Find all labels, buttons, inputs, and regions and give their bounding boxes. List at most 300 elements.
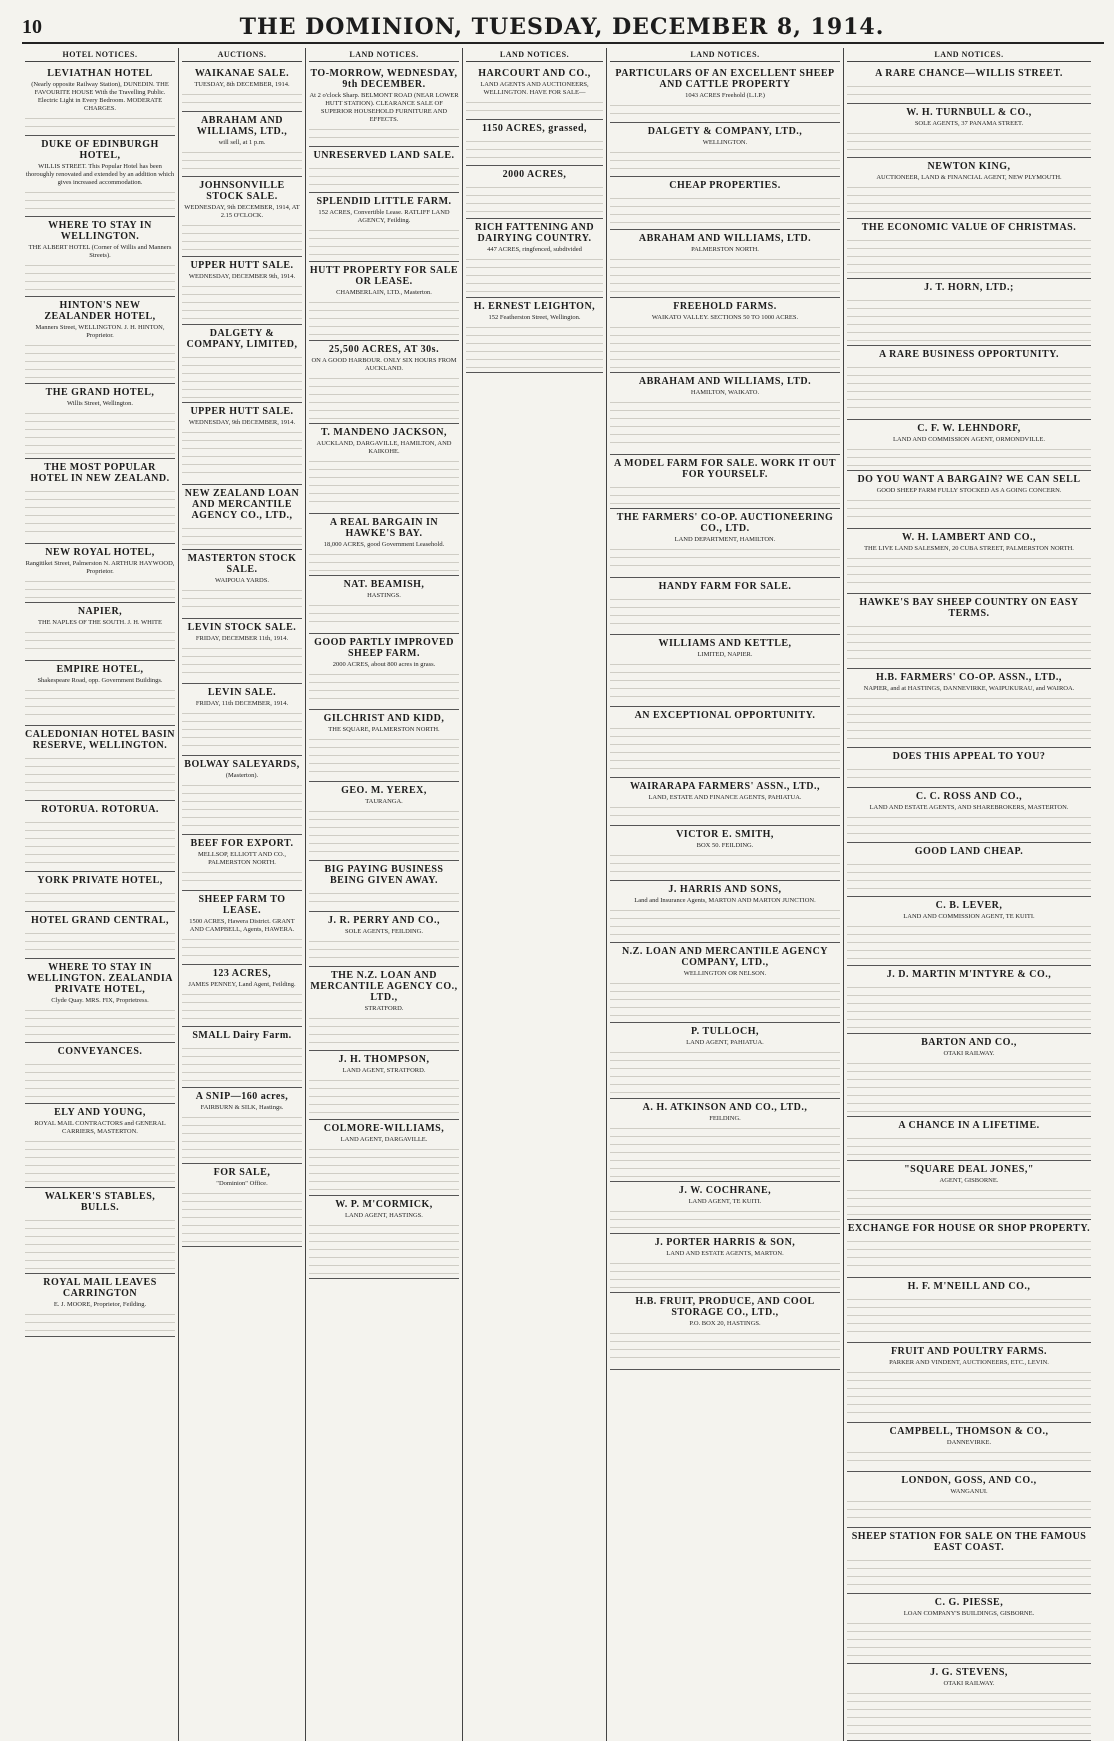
ad-title: A REAL BARGAIN IN HAWKE'S BAY. [329, 517, 439, 539]
ad-title: RICH FATTENING AND DAIRYING COUNTRY. [474, 222, 595, 244]
ad-title: A SNIP—160 acres, [195, 1091, 289, 1102]
column [22, 48, 179, 1741]
ad-body: HASTINGS. [367, 592, 401, 599]
ad-title: COLMORE-WILLIAMS, [323, 1123, 445, 1134]
ad-fine-print [847, 1688, 1091, 1736]
advertisement [25, 459, 175, 544]
ad-fine-print [847, 1185, 1091, 1215]
ad-body: LAND AND ESTATE AGENTS, AND SHAREBROKERS, MASTERTON. [869, 804, 1069, 811]
advertisement [847, 788, 1091, 843]
advertisement [610, 1182, 840, 1234]
advertisement [847, 1278, 1091, 1343]
column-header: LAND NOTICES. [610, 48, 840, 62]
advertisement [847, 1161, 1091, 1220]
ad-fine-print [847, 621, 1091, 664]
ad-fine-print [610, 850, 840, 876]
ad-title: BEEF FOR EXPORT. [190, 838, 294, 849]
ad-body: 1043 ACRES Freehold (L.I.P.) [685, 92, 765, 99]
advertisement [309, 634, 459, 710]
ad-fine-print [847, 764, 1091, 783]
ad-title: AN EXCEPTIONAL OPPORTUNITY. [634, 710, 816, 721]
column [463, 48, 607, 1741]
ad-fine-print [25, 408, 175, 454]
advertisement [309, 782, 459, 861]
advertisement [610, 373, 840, 455]
ad-body: AGENT, GISBORNE. [939, 1177, 999, 1184]
ad-title: P. TULLOCH, [690, 1026, 760, 1037]
advertisement [610, 881, 840, 943]
ad-title: LEVIN STOCK SALE. [187, 622, 297, 633]
ad-body: CHAMBERLAIN, LTD., Masterton. [336, 289, 432, 296]
ad-fine-print [182, 427, 302, 480]
ad-body: 447 ACRES, ringfenced, subdivided [487, 246, 582, 253]
ad-body: OTAKI RAILWAY. [943, 1050, 995, 1057]
ad-title: NEWTON KING, [927, 161, 1011, 172]
advertisement [847, 843, 1091, 897]
ad-fine-print [182, 1112, 302, 1159]
advertisement [610, 230, 840, 298]
ad-title: GOOD LAND CHEAP. [914, 846, 1024, 857]
ad-title: C. G. PIESSE, [934, 1597, 1004, 1608]
ad-title: WAIRARAPA FARMERS' ASSN., LTD., [629, 781, 821, 792]
ad-fine-print [25, 817, 175, 867]
columns [22, 48, 1104, 1687]
ad-title: H.B. FARMERS' CO-OP. ASSN., LTD., [876, 672, 1062, 683]
advertisement [466, 219, 603, 298]
ad-fine-print [847, 859, 1091, 892]
ad-title: HUTT PROPERTY FOR SALE OR LEASE. [309, 265, 459, 287]
ad-fine-print [610, 147, 840, 172]
ad-fine-print [25, 1309, 175, 1332]
ad-fine-print [182, 643, 302, 679]
ad-title: J. HARRIS AND SONS, [668, 884, 782, 895]
ad-fine-print [25, 260, 175, 292]
ad-title: DOES THIS APPEAL TO YOU? [892, 751, 1046, 762]
ad-fine-print [309, 549, 459, 571]
advertisement [309, 967, 459, 1051]
column-header: LAND NOTICES. [847, 48, 1091, 62]
ad-title: UPPER HUTT SALE. [190, 406, 294, 417]
ad-body: SOLE AGENTS, 37 PANAMA STREET. [914, 120, 1024, 127]
ad-fine-print [182, 989, 302, 1022]
ad-title: W. P. M'CORMICK, [335, 1199, 433, 1210]
column-header: HOTEL NOTICES. [25, 48, 175, 62]
ad-body: LAND AGENT, HASTINGS. [345, 1212, 423, 1219]
ad-body: Shakespeare Road, opp. Government Buildings. [37, 677, 163, 684]
ad-title: LEVIATHAN HOTEL [47, 68, 153, 79]
ad-fine-print [847, 1555, 1091, 1589]
ad-body: WELLINGTON. [702, 139, 748, 146]
ad-fine-print [847, 1133, 1091, 1156]
ad-fine-print [182, 708, 302, 751]
ad-body: Clyde Quay. MRS. FIX, Proprietress. [51, 997, 149, 1004]
advertisement [610, 778, 840, 826]
ad-body: THE NAPLES OF THE SOUTH. J. H. WHITE [38, 619, 162, 626]
ad-body: WAIKATO VALLEY. SECTIONS 50 TO 1000 ACRES. [651, 314, 799, 321]
ad-fine-print [847, 81, 1091, 99]
ad-body: LAND AGENT, TE KUITI. [688, 1198, 762, 1205]
ad-fine-print [847, 812, 1091, 838]
ad-fine-print [610, 100, 840, 118]
ad-fine-print [25, 113, 175, 131]
ad-title: LEVIN SALE. [207, 687, 277, 698]
advertisement [25, 912, 175, 959]
ad-title: WALKER'S STABLES, BULLS. [44, 1191, 156, 1213]
advertisement [309, 576, 459, 634]
advertisement [182, 65, 302, 112]
ad-body: AUCKLAND, DARGAVILLE, HAMILTON, AND KAIKOHE. [316, 440, 452, 455]
page-title: THE DOMINION, TUESDAY, DECEMBER 8, 1914. [239, 14, 885, 40]
ad-fine-print [847, 295, 1091, 341]
ad-body: WANGANUI. [950, 1488, 988, 1495]
advertisement [25, 959, 175, 1043]
advertisement [309, 65, 459, 147]
ad-body: OTAKI RAILWAY. [943, 1680, 995, 1687]
ad-body: 1500 ACRES, Hawera District. GRANT AND CAMPBELL, Agents, HAWERA. [189, 918, 295, 933]
ad-fine-print [309, 600, 459, 629]
ad-body: TAURANGA. [365, 798, 403, 805]
ad-body: (Masterton). [225, 772, 259, 779]
advertisement [610, 578, 840, 635]
ad-body: MELLSOP, ELLIOTT AND CO., PALMERSTON NORTH. [198, 851, 286, 866]
advertisement [182, 965, 302, 1027]
advertisement [847, 1117, 1091, 1161]
advertisement [182, 835, 302, 891]
ad-fine-print [25, 685, 175, 721]
ad-title: CONVEYANCES. [57, 1046, 143, 1057]
ad-fine-print [309, 669, 459, 705]
ad-title: BIG PAYING BUSINESS BEING GIVEN AWAY. [324, 864, 444, 886]
ad-fine-print [309, 163, 459, 188]
ad-fine-print [610, 594, 840, 630]
ad-fine-print [182, 1188, 302, 1242]
ad-title: EMPIRE HOTEL, [56, 664, 144, 675]
ad-title: HOTEL GRAND CENTRAL, [30, 915, 170, 926]
advertisement [182, 1027, 302, 1088]
ad-title: FRUIT AND POULTRY FARMS. [890, 1346, 1048, 1357]
ad-fine-print [847, 444, 1091, 466]
advertisement [25, 603, 175, 661]
ad-title: THE MOST POPULAR HOTEL IN NEW ZEALAND. [30, 462, 170, 484]
advertisement [182, 1164, 302, 1247]
advertisement [182, 756, 302, 835]
ad-fine-print [25, 627, 175, 656]
advertisement [182, 1088, 302, 1164]
ad-fine-print [610, 1047, 840, 1094]
advertisement [25, 1043, 175, 1104]
ad-title: PARTICULARS OF AN EXCELLENT SHEEP AND CATTLE PROPERTY [615, 68, 835, 90]
advertisement [610, 943, 840, 1023]
ad-fine-print [610, 254, 840, 293]
ad-title: C. B. LEVER, [935, 900, 1003, 911]
ad-body: DANNEVIRKE. [946, 1439, 992, 1446]
ad-fine-print [309, 936, 459, 962]
ad-fine-print [610, 659, 840, 702]
advertisement [182, 112, 302, 177]
ad-title: CAMPBELL, THOMSON & CO., [889, 1426, 1049, 1437]
advertisement [847, 1034, 1091, 1117]
ad-title: N.Z. LOAN AND MERCANTILE AGENCY COMPANY, LTD., [621, 946, 829, 968]
advertisement [847, 1664, 1091, 1741]
advertisement [847, 669, 1091, 748]
ad-title: GOOD PARTLY IMPROVED SHEEP FARM. [314, 637, 454, 659]
ad-title: ABRAHAM AND WILLIAMS, LTD. [638, 376, 812, 387]
ad-body: WEDNESDAY, 9th DECEMBER, 1914. [188, 419, 296, 426]
ad-body: "Dominion" Office. [216, 1180, 268, 1187]
ad-body: LAND AGENT, PAHIATUA. [686, 1039, 764, 1046]
ad-title: VICTOR E. SMITH, [676, 829, 774, 840]
ad-fine-print [466, 254, 603, 293]
ad-body: 18,000 ACRES, good Government Leasehold. [323, 541, 445, 548]
ad-fine-print [182, 220, 302, 252]
ad-body: PALMERSTON NORTH. [691, 246, 759, 253]
ad-fine-print [309, 1144, 459, 1191]
ad-title: BARTON AND CO., [921, 1037, 1017, 1048]
advertisement [610, 509, 840, 578]
ad-fine-print [847, 982, 1091, 1029]
advertisement [182, 550, 302, 619]
advertisement [309, 861, 459, 912]
ad-body: AUCTIONEER, LAND & FINANCIAL AGENT, NEW PLYMOUTH. [876, 174, 1062, 181]
ad-body: Willis Street, Wellington. [67, 400, 133, 407]
column [607, 48, 844, 1741]
ad-fine-print [309, 124, 459, 142]
ad-title: "SQUARE DEAL JONES," [904, 1164, 1034, 1175]
ad-title: H. F. M'NEILL AND CO., [907, 1281, 1031, 1292]
ad-body: WELLINGTON OR NELSON. [683, 970, 767, 977]
ad-fine-print [466, 182, 603, 214]
ad-title: 1150 ACRES, grassed, [481, 123, 587, 134]
advertisement [610, 635, 840, 707]
ad-body: Manners Street, WELLINGTON. J. H. HINTON, Proprietor. [35, 324, 165, 339]
column-header: AUCTIONS. [182, 48, 302, 62]
ad-title: J. H. THOMPSON, [338, 1054, 430, 1065]
advertisement [182, 891, 302, 965]
ad-fine-print [25, 1136, 175, 1183]
advertisement [25, 726, 175, 801]
ad-body: FRIDAY, DECEMBER 11th, 1914. [195, 635, 289, 642]
ad-fine-print [610, 1123, 840, 1177]
ad-body: LAND AND COMMISSION AGENT, ORMONDVILLE. [893, 436, 1045, 443]
advertisement [847, 1472, 1091, 1528]
ad-fine-print [25, 340, 175, 379]
ad-title: EXCHANGE FOR HOUSE OR SHOP PROPERTY. [847, 1223, 1091, 1234]
ad-fine-print [25, 928, 175, 954]
ad-fine-print [466, 97, 603, 115]
ad-title: MASTERTON STOCK SALE. [187, 553, 297, 575]
ad-title: THE N.Z. LOAN AND MERCANTILE AGENCY CO., LTD., [310, 970, 458, 1003]
advertisement [182, 619, 302, 684]
ad-body: 2000 ACRES, about 800 acres in grass. [332, 661, 436, 668]
ad-fine-print [25, 888, 175, 907]
ad-body: LIMITED, NAPIER. [697, 651, 753, 658]
ad-fine-print [610, 978, 840, 1018]
ad-title: 25,500 ACRES, AT 30s. [328, 344, 440, 355]
ad-title: ABRAHAM AND WILLIAMS, LTD. [638, 233, 812, 244]
ad-fine-print [610, 1206, 840, 1229]
advertisement [25, 1104, 175, 1188]
ad-fine-print [847, 495, 1091, 524]
advertisement [610, 65, 840, 123]
advertisement [847, 1594, 1091, 1664]
ad-fine-print [847, 1058, 1091, 1112]
ad-title: DO YOU WANT A BARGAIN? WE CAN SELL [857, 474, 1081, 485]
advertisement [847, 1343, 1091, 1423]
ad-body: LAND AND COMMISSION AGENT, TE KUITI. [903, 913, 1035, 920]
ad-body: LAND AGENTS AND AUCTIONEERS, WELLINGTON. HAVE FOR SALE— [480, 81, 589, 96]
advertisement [182, 257, 302, 325]
ad-fine-print [309, 734, 459, 777]
advertisement [25, 1188, 175, 1274]
advertisement [309, 262, 459, 341]
ad-body: 152 ACRES, Convertible Lease. RATLIFF LAND AGENCY, Feilding. [318, 209, 450, 224]
ad-fine-print [847, 182, 1091, 214]
ad-fine-print [309, 456, 459, 509]
ad-body: SOLE AGENTS, FEILDING. [345, 928, 423, 935]
ad-fine-print [610, 193, 840, 225]
ad-body: LOAN COMPANY'S BUILDINGS, GISBORNE. [903, 1610, 1035, 1617]
ad-fine-print [309, 297, 459, 336]
column-header: LAND NOTICES. [309, 48, 459, 62]
ad-title: THE ECONOMIC VALUE OF CHRISTMAS. [861, 222, 1077, 233]
advertisement [309, 424, 459, 514]
ad-body: PARKER AND VINDENT, AUCTIONEERS, ETC., LEVIN. [889, 1359, 1049, 1366]
advertisement [610, 1099, 840, 1182]
ad-body: (Nearly opposite Railway Station), DUNEDIN. THE FAVOURITE HOUSE With the Travelling Public. Electric Light in Every Bedroom. MODERATE CHARGES. [31, 81, 169, 112]
ad-title: ROTORUA. ROTORUA. [41, 804, 159, 815]
ad-fine-print [25, 1005, 175, 1038]
advertisement [466, 120, 603, 166]
column [844, 48, 1094, 1741]
ad-fine-print [610, 905, 840, 938]
advertisement [847, 158, 1091, 219]
ad-fine-print [309, 1220, 459, 1274]
ad-fine-print [25, 187, 175, 212]
ad-title: H. ERNEST LEIGHTON, [473, 301, 596, 312]
top-rule [22, 42, 1104, 44]
ad-title: DUKE OF EDINBURGH HOTEL, [41, 139, 159, 161]
ad-fine-print [182, 585, 302, 614]
ad-fine-print [847, 1618, 1091, 1659]
ad-body: E. J. MOORE, Proprietor, Feilding. [53, 1301, 147, 1308]
advertisement [610, 123, 840, 177]
ad-body: JAMES PENNEY, Land Agent, Feilding. [188, 981, 296, 988]
column [179, 48, 306, 1741]
ad-title: C. C. ROSS AND CO., [915, 791, 1023, 802]
ad-fine-print [847, 1496, 1091, 1523]
ad-fine-print [847, 128, 1091, 153]
ad-fine-print [610, 802, 840, 821]
ad-fine-print [847, 1447, 1091, 1467]
ad-body: FAIRBURN & SILK, Hastings. [200, 1104, 284, 1111]
ad-title: J. PORTER HARRIS & SON, [654, 1237, 796, 1248]
ad-title: WHERE TO STAY IN WELLINGTON. ZEALANDIA PRIVATE HOTEL, [27, 962, 173, 995]
ad-fine-print [182, 89, 302, 107]
advertisement [309, 514, 459, 576]
advertisement [25, 1274, 175, 1337]
ad-fine-print [847, 553, 1091, 589]
ad-body: ON A GOOD HARBOUR. ONLY SIX HOURS FROM AUCKLAND. [311, 357, 457, 372]
advertisement [847, 594, 1091, 669]
ad-title: 2000 ACRES, [502, 169, 567, 180]
advertisement [182, 177, 302, 257]
ad-body: BOX 50. FEILDING. [696, 842, 754, 849]
advertisement [847, 897, 1091, 966]
advertisement [182, 325, 302, 403]
ad-title: ELY AND YOUNG, [54, 1107, 146, 1118]
ad-title: J. G. STEVENS, [930, 1667, 1008, 1678]
ad-title: J. R. PERRY AND CO., [327, 915, 441, 926]
advertisement [847, 966, 1091, 1034]
ad-body: NAPIER, and at HASTINGS, DANNEVIRKE, WAIPUKURAU, and WAIROA. [863, 685, 1075, 692]
ad-body: LAND AND ESTATE AGENTS, MARTON. [666, 1250, 784, 1257]
ad-title: ROYAL MAIL LEAVES CARRINGTON [43, 1277, 157, 1299]
ad-title: HANDY FARM FOR SALE. [658, 581, 792, 592]
ad-title: HARCOURT AND CO., [478, 68, 591, 79]
advertisement [25, 136, 175, 217]
ad-body: STRATFORD. [364, 1005, 404, 1012]
ad-body: THE ALBERT HOTEL (Corner of Willis and Manners Streets). [28, 244, 172, 259]
ad-title: SHEEP STATION FOR SALE ON THE FAMOUS EAST COAST. [851, 1531, 1087, 1553]
ad-fine-print [309, 1075, 459, 1115]
ad-title: J. D. MARTIN M'INTYRE & CO., [886, 969, 1052, 980]
ad-fine-print [182, 352, 302, 398]
ad-title: HINTON'S NEW ZEALANDER HOTEL, [44, 300, 156, 322]
column [306, 48, 463, 1741]
ad-body: ROYAL MAIL CONTRACTORS and GENERAL CARRIERS, MASTERTON. [34, 1120, 166, 1135]
ad-body: TUESDAY, 8th DECEMBER, 1914. [194, 81, 290, 88]
ad-title: CALEDONIAN HOTEL BASIN RESERVE, WELLINGTON. [25, 729, 175, 751]
advertisement [25, 801, 175, 872]
ad-body: THE LIVE LAND SALESMEN, 20 CUBA STREET, PALMERSTON NORTH. [864, 545, 1074, 552]
ad-title: WAIKANAE SALE. [194, 68, 290, 79]
advertisement [610, 177, 840, 230]
ad-body: Land and Insurance Agents, MARTON AND MARTON JUNCTION. [634, 897, 816, 904]
ad-fine-print [847, 1294, 1091, 1338]
ad-body: LAND AGENT, STRATFORD. [342, 1067, 426, 1074]
ad-fine-print [847, 921, 1091, 961]
ad-body: WILLIS STREET. This Popular Hotel has been thoroughly renovated and extended by an addition which gives increased accommodation. [25, 163, 175, 186]
advertisement [25, 217, 175, 297]
ad-title: J. W. COCHRANE, [678, 1185, 772, 1196]
ad-title: C. F. W. LEHNDORF, [917, 423, 1021, 434]
ad-fine-print [182, 523, 302, 545]
advertisement [25, 65, 175, 136]
advertisement [309, 1196, 459, 1279]
ad-body: THE SQUARE, PALMERSTON NORTH. [328, 726, 440, 733]
ad-fine-print [309, 806, 459, 856]
ad-body: Rangitikei Street, Palmerston N. ARTHUR HAYWOOD, Proprietor. [25, 560, 175, 575]
ad-fine-print [610, 397, 840, 450]
ad-title: DALGETY & COMPANY, LTD., [647, 126, 803, 137]
ad-body: P.O. BOX 20, HASTINGS. [689, 1320, 761, 1327]
ad-title: WHERE TO STAY IN WELLINGTON. [48, 220, 152, 242]
ad-title: A CHANCE IN A LIFETIME. [898, 1120, 1040, 1131]
ad-fine-print [182, 934, 302, 960]
ad-title: SPLENDID LITTLE FARM. [316, 196, 452, 207]
ad-body: FRIDAY, 11th DECEMBER, 1914. [195, 700, 289, 707]
advertisement [847, 748, 1091, 788]
ad-title: W. H. TURNBULL & CO., [906, 107, 1032, 118]
ad-fine-print [610, 723, 840, 773]
ad-fine-print [610, 544, 840, 573]
ad-title: GEO. M. YEREX, [341, 785, 427, 796]
ad-fine-print [309, 888, 459, 907]
ad-title: NAT. BEAMISH, [343, 579, 425, 590]
ad-title: A MODEL FARM FOR SALE. WORK IT OUT FOR YOURSELF. [613, 458, 837, 480]
ad-title: YORK PRIVATE HOTEL, [37, 875, 163, 886]
advertisement [25, 297, 175, 384]
